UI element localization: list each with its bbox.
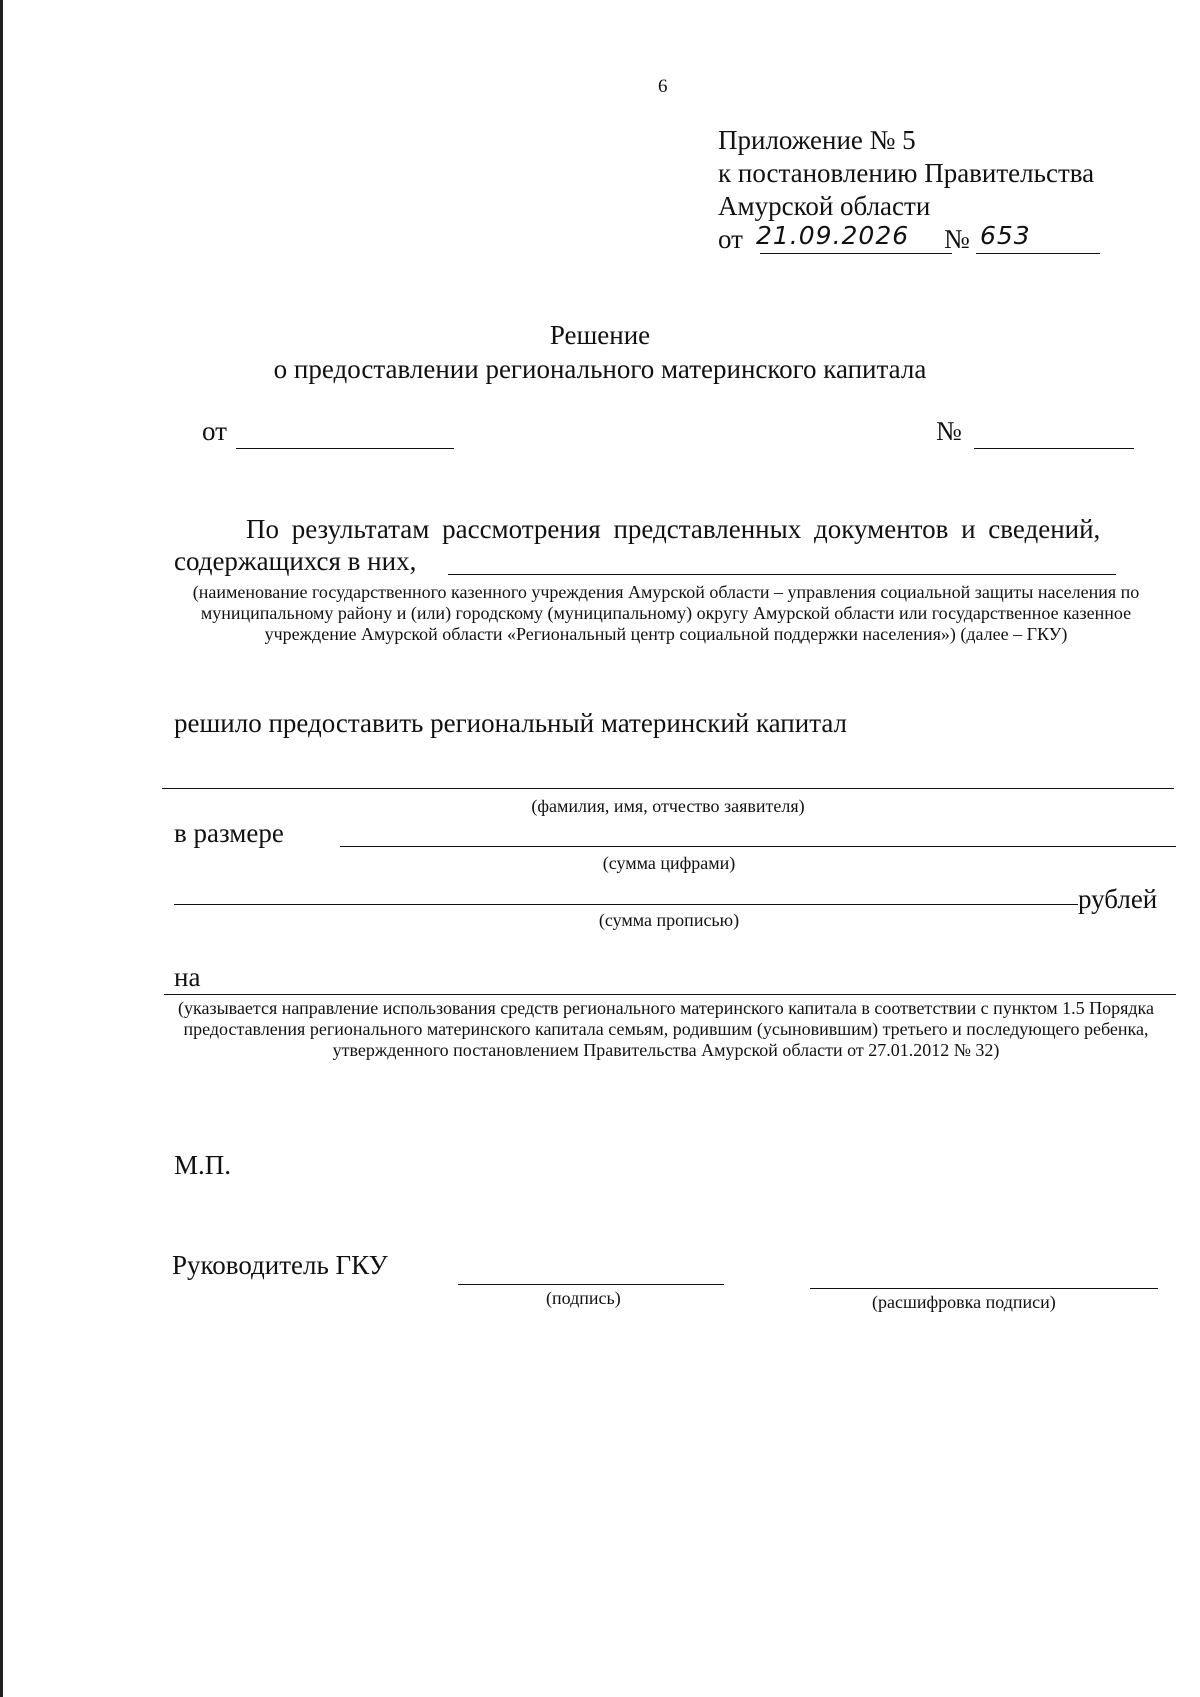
approval-number-prefix: №	[944, 224, 970, 254]
document-subtitle: о предоставлении регионального материнского капитала	[273, 354, 927, 384]
decision-date-label: от	[202, 416, 227, 446]
rubles-label: рублей	[1078, 884, 1158, 914]
signature-decode-field[interactable]	[810, 1288, 1158, 1289]
head-label: Руководитель ГКУ	[172, 1250, 388, 1280]
seal-placeholder: М.П.	[174, 1150, 232, 1180]
approval-number-underline	[976, 253, 1100, 254]
approval-date-row	[718, 223, 1094, 257]
purpose-field[interactable]	[164, 994, 1176, 995]
approval-line-1: Приложение № 5	[718, 125, 916, 155]
amount-digits-caption: (сумма цифрами)	[602, 853, 736, 873]
amount-words-caption: (сумма прописью)	[598, 910, 740, 930]
decision-number-field[interactable]	[974, 448, 1134, 449]
amount-digits-field[interactable]	[340, 846, 1176, 847]
amount-label: в размере	[174, 818, 284, 848]
signature-field[interactable]	[458, 1284, 724, 1285]
scan-edge	[0, 0, 3, 1697]
applicant-name-field[interactable]	[162, 788, 1174, 789]
intro-line-1: По результатам рассмотрения представленных документов и сведений,	[246, 514, 1101, 544]
approval-block	[718, 124, 1094, 257]
page-number: 6	[658, 76, 668, 97]
approval-number-handwritten: 653	[980, 221, 1031, 250]
purpose-label: на	[174, 962, 201, 992]
decision-number-label: №	[936, 416, 962, 446]
signature-caption: (подпись)	[546, 1288, 621, 1308]
organization-caption: (наименование государственного казенного учреждения Амурской области – управления социальной защиты населения по муниципальному району и (или) городскому (муниципальному) округу Амурской области или государственное казенное учреждение Амурской области «Региональный центр социальной поддержки населения») (далее – ГКУ)	[192, 582, 1140, 644]
purpose-caption: (указывается направление использования средств регионального материнского капитала в соответствии с пунктом 1.5 Порядка предоставления регионального материнского капитала семьям, родившим (усыновившим) третьего и последующего ребенка, утвержденного постановлением Правительства Амурской области от 27.01.2012 № 32)	[178, 998, 1154, 1060]
intro-line-2: содержащихся в них,	[174, 546, 417, 576]
approval-date-handwritten: 21.09.2026	[756, 221, 910, 250]
document-title: Решение	[549, 320, 651, 350]
organization-field[interactable]	[448, 574, 1116, 575]
approval-line-3: Амурской области	[718, 191, 931, 221]
decision-date-field[interactable]	[236, 448, 454, 449]
signature-decode-caption: (расшифровка подписи)	[872, 1292, 1056, 1312]
applicant-name-caption: (фамилия, имя, отчество заявителя)	[531, 796, 805, 816]
approval-line-2: к постановлению Правительства	[718, 158, 1095, 188]
approval-date-prefix: от	[718, 224, 743, 254]
decision-statement: решило предоставить региональный материнский капитал	[174, 708, 848, 738]
amount-words-field[interactable]	[174, 904, 1078, 905]
approval-date-underline	[760, 253, 952, 254]
